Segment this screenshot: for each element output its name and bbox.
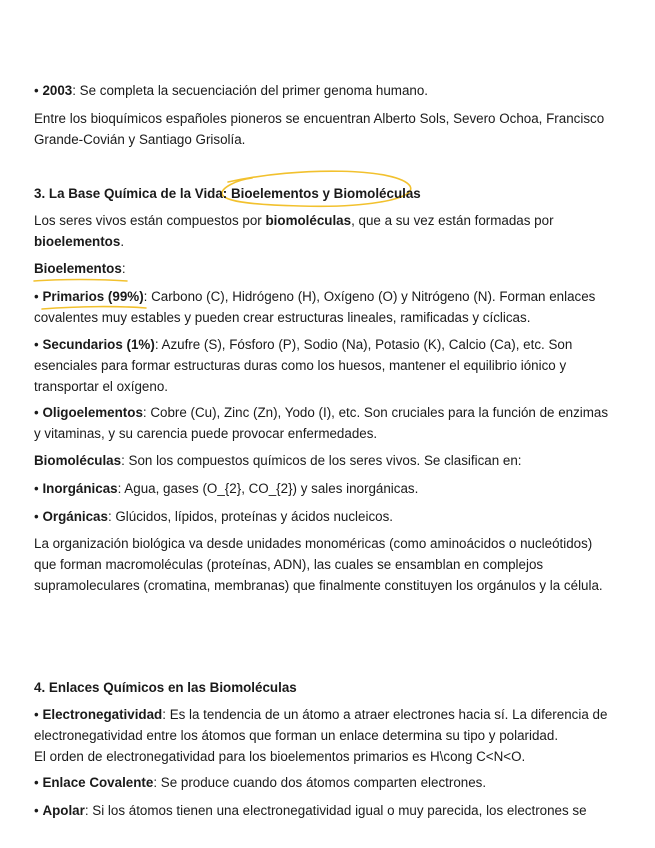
bullet-apolar [34,800,614,821]
biomoleculas-label: Biomoléculas [34,453,122,468]
colon: : [121,261,126,276]
secundarios-text: : Azufre (S), Fósforo (P), Sodio (Na), Potasio (K), Calcio (Ca), etc. Son esenciales para formar estructuras duras como los huesos, mantener el equilibrio iónico y transportar el oxígeno. [34,337,573,394]
year-label: 2003 [42,83,73,98]
heading-part-b: : Bioelementos y Biomoléculas [222,186,421,201]
electronegatividad-text: : Es la tendencia de un átomo a atraer electrones hacia sí. La diferencia de electronegatividad entre los átomos que forman un enlace determina su tipo y polaridad. [34,707,608,743]
biomoleculas-paragraph [34,450,614,471]
bullet: • [34,775,39,790]
apolar-label: Apolar [42,803,85,818]
bullet: • [34,509,39,524]
bioelementos-label [34,258,614,279]
bullet-2003 [34,80,614,101]
bullet: • [34,83,39,98]
highlight-underline-bioelementos [34,280,127,282]
secundarios-label: Secundarios (1%) [42,337,155,352]
oligo-label: Oligoelementos [42,405,143,420]
primarios-text: : Carbono (C), Hidrógeno (H), Oxígeno (O) y Nitrógeno (N). Forman enlaces covalentes muy estables y pueden crear estructuras lineales, ramificadas y cíclicas. [34,289,596,325]
electronegatividad-label: Electronegatividad [42,707,163,722]
organicas-label: Orgánicas [42,509,108,524]
text: , que a su vez están formadas por [351,213,554,228]
section-4-heading: 4. Enlaces Químicos en las Biomoléculas [34,680,297,695]
bullet-secundarios [34,334,614,397]
covalente-text: : Se produce cuando dos átomos comparten electrones. [153,775,487,790]
section-3-intro [34,210,614,252]
bullet: • [34,707,39,722]
bullet-organicas [34,506,614,527]
bullet: • [34,289,39,304]
inorganicas-label: Inorgánicas [42,481,118,496]
bullet-inorganicas [34,478,614,499]
text: . [120,234,125,249]
apolar-text: : Si los átomos tienen una electronegatividad igual o muy parecida, los electrones se [84,803,587,818]
inorganicas-text: : Agua, gases (O_{2}, CO_{2}) y sales inorgánicas. [117,481,419,496]
year-text: : Se completa la secuenciación del primer genoma humano. [72,83,429,98]
organizacion-paragraph: La organización biológica va desde unidades monoméricas (como aminoácidos o nucleótidos) que forman macromoléculas (proteínas, ADN), las cuales se ensamblan en complejos supramoleculares (cromatina, membranas) que finalmente constituyen los orgánulos y la célula. [34,536,603,593]
primarios-label: Primarios (99%) [42,289,144,304]
bullet: • [34,803,39,818]
term-bioelementos: bioelementos [34,234,121,249]
bullet-oligoelementos [34,402,614,444]
bullet-enlace-covalente [34,772,614,793]
bullet: • [34,481,39,496]
bullet: • [34,405,39,420]
biomoleculas-text: : Son los compuestos químicos de los seres vivos. Se clasifican en: [121,453,522,468]
bullet: • [34,337,39,352]
term-biomoleculas: biomoléculas [265,213,352,228]
oligo-text: : Cobre (Cu), Zinc (Zn), Yodo (I), etc. Son cruciales para la función de enzimas y vitaminas, y su carencia puede provocar enfermedades. [34,405,609,441]
pioneers-paragraph: Entre los bioquímicos españoles pioneros se encuentran Alberto Sols, Severo Ochoa, Francisco Grande-Covián y Santiago Grisolía. [34,111,605,147]
heading-part-a: 3. La Base Química de la Vida [34,186,223,201]
organicas-text: : Glúcidos, lípidos, proteínas y ácidos nucleicos. [107,509,394,524]
text: Los seres vivos están compuestos por [34,213,266,228]
bioelementos-title: Bioelementos [34,261,122,276]
covalente-label: Enlace Covalente [42,775,154,790]
bullet-electronegatividad [34,704,614,767]
bullet-primarios [34,286,614,328]
electronegatividad-order: El orden de electronegatividad para los bioelementos primarios es H\cong C<N<O. [34,749,526,764]
section-3-heading [34,183,614,204]
